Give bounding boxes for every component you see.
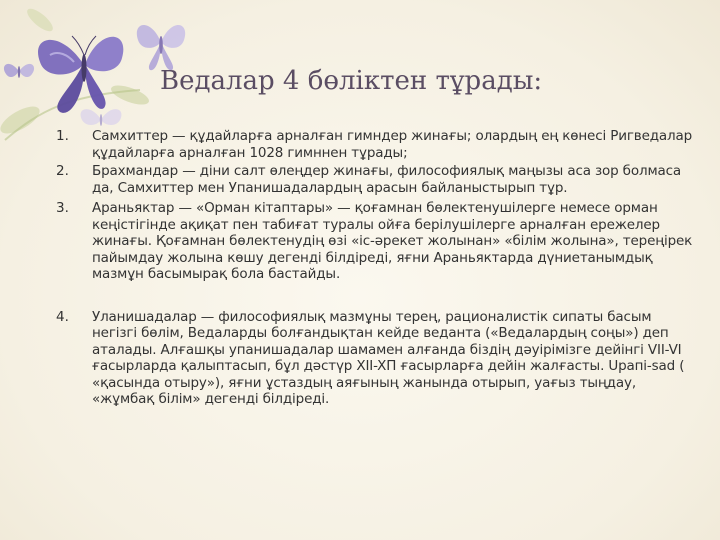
list-item-text: Брахмандар — діни салт өлеңдер жинағы, философиялық маңызы аса зор болмаса да, Самхиттер мен Упанишадалардың арасын байланыстырып тұр.	[92, 163, 681, 196]
list-number: 4.	[56, 308, 69, 325]
leaf-shape	[109, 82, 151, 109]
list-number: 1.	[56, 128, 69, 144]
list-item	[56, 128, 696, 161]
list-item-text: Уланишадалар — философиялық мазмұны терең, рационалистік сипаты басым негізгі бөлім, Ведаларды болғандықтан кейде веданта («Ведалардың соңы») деп аталады. Алғашқы упанишадалар шамамен алғанда біздің дәуірімізге дейінгі VII-VI ғасырларда қалыптасып, бұл дәстүр XII-XП ғасырларға дейін жалғасты. Upaпi-sad ( «қасында отыру»), яғни ұстаздың аяғының жанында отырып, уағыз тыңдау, «жұмбақ білім» дегенді білдіреді.	[92, 308, 685, 407]
list-number: 2.	[56, 163, 69, 179]
butterfly-pale	[81, 109, 122, 126]
numbered-list	[56, 128, 696, 408]
butterfly-large	[38, 36, 123, 113]
leaf-shape	[24, 5, 56, 35]
list-number: 3.	[56, 200, 69, 216]
butterfly-tiny	[4, 64, 34, 78]
list-item	[56, 163, 696, 196]
list-item-text: Самхиттер — құдайларға арналған гимндер жинағы; олардың ең көнесі Ригведалар құдайларға арналған 1028 гимннен тұрады;	[92, 128, 693, 161]
list-item-text: Араньяктар — «Орман кітаптары» — қоғамнан бөлектенушілерге немесе орман кеңістігінде ақиқат пен табиғат туралы ойға берілушілерге арналған ережелер жинағы. Қоғамнан бөлектенудің өзі «іс-әрекет жолынан» «білім жолына», тереңірек пайымдау жолына көшу дегенді білдіреді, яғни Араньяктарда дүниетанымдық мазмұн басымырақ бола бастайды.	[92, 200, 693, 282]
list-item	[56, 200, 696, 283]
list-item	[56, 309, 696, 408]
butterfly-small	[137, 25, 185, 70]
slide-title: Ведалар 4 бөліктен тұрады:	[160, 66, 543, 96]
leaf-shape	[0, 101, 44, 139]
